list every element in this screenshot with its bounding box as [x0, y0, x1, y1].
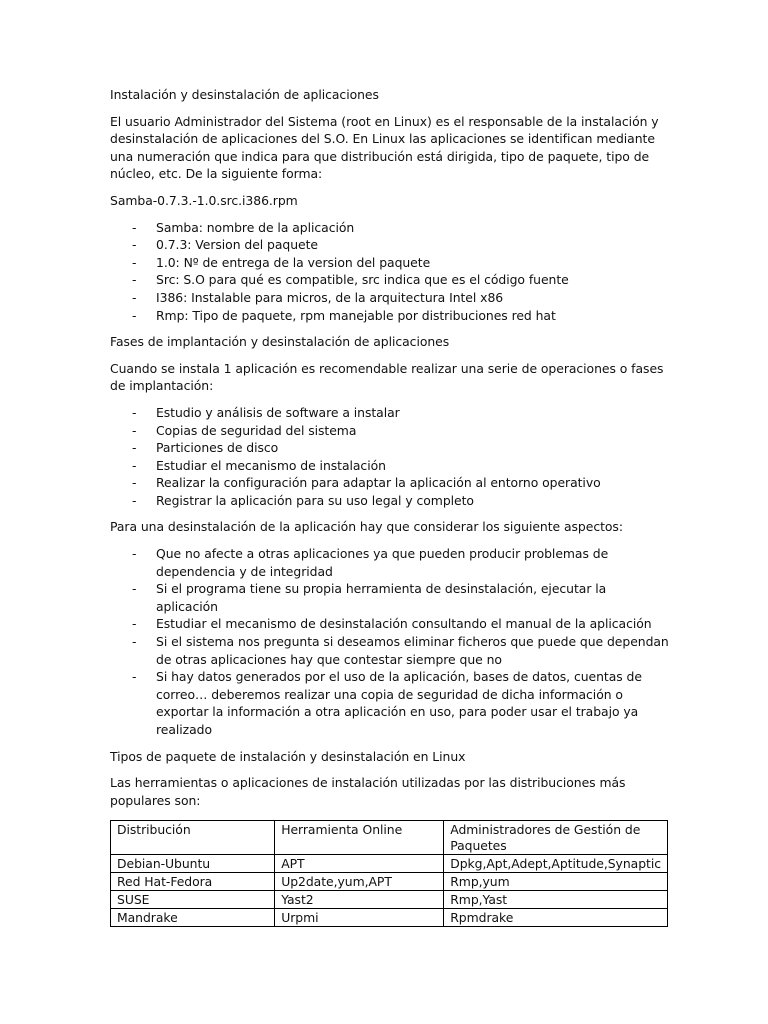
list-item: - Estudiar el mecanismo de desinstalación consultando el manual de la aplicación — [132, 616, 652, 632]
table-cell: Rmp,yum — [444, 873, 668, 891]
list-item: - Si el programa tiene su propia herramienta de desinstalación, ejecutar la aplicación — [132, 581, 607, 614]
list-item: - Si hay datos generados por el uso de la aplicación, bases de datos, cuentas de correo… deberemos realizar una copia de seguridad de dicha información o exportar la información a otra aplicación en uso, para poder usar el trabajo ya realizado — [132, 669, 642, 737]
table-header-cell: Administradores de Gestión de Paquetes — [444, 821, 668, 855]
list-item: - 1.0: Nº de entrega de la version del paquete — [132, 254, 431, 270]
tools-paragraph: Las herramientas o aplicaciones de instalación utilizadas por las distribuciones más populares son: — [110, 775, 626, 808]
table-row — [111, 891, 668, 909]
dash-bullet: - — [132, 669, 137, 685]
list-item: - I386: Instalable para micros, de la arquitectura Intel x86 — [132, 289, 504, 305]
table-row — [111, 873, 668, 891]
list-item: - Estudiar el mecanismo de instalación — [132, 457, 386, 473]
dash-bullet: - — [132, 272, 137, 288]
table-cell: APT — [275, 855, 444, 873]
phases-paragraph: Cuando se instala 1 aplicación es recomendable realizar una serie de operaciones o fases de implantación: — [110, 360, 664, 394]
list-item: - Samba: nombre de la aplicación — [132, 219, 355, 235]
table-header-cell: Herramienta Online — [275, 821, 444, 855]
list-item: - Rmp: Tipo de paquete, rpm manejable por distribuciones red hat — [132, 307, 556, 323]
dash-bullet: - — [132, 237, 137, 253]
uninstall-paragraph: Para una desinstalación de la aplicación hay que considerar los siguiente aspectos: — [110, 519, 623, 535]
uninstall-aspects-list — [110, 545, 670, 739]
package-tools-table — [110, 820, 668, 927]
dash-bullet: - — [132, 475, 137, 491]
implantation-phases-list — [110, 404, 670, 510]
section-heading-package-types: Tipos de paquete de instalación y desinstalación en Linux — [110, 748, 466, 764]
dash-bullet: - — [132, 457, 137, 473]
table-cell: Red Hat-Fedora — [111, 873, 275, 891]
list-item: - Que no afecte a otras aplicaciones ya que pueden producir problemas de dependencia y de integridad — [132, 546, 609, 579]
dash-bullet: - — [132, 307, 137, 323]
dash-bullet: - — [132, 219, 137, 235]
table-cell: Mandrake — [111, 909, 275, 927]
table-cell: Urpmi — [275, 909, 444, 927]
table-header-row — [111, 821, 668, 855]
dash-bullet: - — [132, 289, 137, 305]
package-name-example: Samba-0.7.3.-1.0.src.i386.rpm — [110, 192, 298, 208]
intro-paragraph: El usuario Administrador del Sistema (root en Linux) es el responsable de la instalación y desinstalación de aplicaciones del S.O. En Linux las aplicaciones se identifican mediante una numeración que indica para que distribución está dirigida, tipo de paquete, tipo de núcleo, etc. De la siguiente forma: — [110, 113, 659, 182]
document-body — [110, 86, 670, 927]
section-heading-installation: Instalación y desinstalación de aplicaciones — [110, 87, 379, 102]
dash-bullet: - — [132, 616, 137, 632]
dash-bullet: - — [132, 492, 137, 508]
section-heading-phases: Fases de implantación y desinstalación de aplicaciones — [110, 334, 450, 350]
list-item: - Si el sistema nos pregunta si deseamos eliminar ficheros que puede que dependan de otras aplicaciones hay que contestar siempre que no — [132, 634, 669, 667]
list-item: - Estudio y análisis de software a instalar — [132, 404, 400, 420]
table-cell: Yast2 — [275, 891, 444, 909]
package-name-parts-list — [110, 219, 670, 325]
list-item: - Registrar la aplicación para su uso legal y completo — [132, 492, 474, 508]
dash-bullet: - — [132, 581, 137, 597]
dash-bullet: - — [132, 546, 137, 562]
table-cell: Debian-Ubuntu — [111, 855, 275, 873]
table-cell: Rmp,Yast — [444, 891, 668, 909]
list-item: - Copias de seguridad del sistema — [132, 422, 357, 438]
table-cell: Rpmdrake — [444, 909, 668, 927]
table-cell: Dpkg,Apt,Adept,Aptitude,Synaptic — [444, 855, 668, 873]
table-row — [111, 909, 668, 927]
dash-bullet: - — [132, 422, 137, 438]
list-item: - Realizar la configuración para adaptar la aplicación al entorno operativo — [132, 475, 601, 491]
table-cell: SUSE — [111, 891, 275, 909]
dash-bullet: - — [132, 404, 137, 420]
table-cell: Up2date,yum,APT — [275, 873, 444, 891]
table-header-cell: Distribución — [111, 821, 275, 855]
dash-bullet: - — [132, 254, 137, 270]
list-item: - Src: S.O para qué es compatible, src indica que es el código fuente — [132, 272, 569, 288]
dash-bullet: - — [132, 634, 137, 650]
dash-bullet: - — [132, 440, 137, 456]
list-item: - Particiones de disco — [132, 440, 279, 456]
table-row — [111, 855, 668, 873]
list-item: - 0.7.3: Version del paquete — [132, 237, 318, 253]
